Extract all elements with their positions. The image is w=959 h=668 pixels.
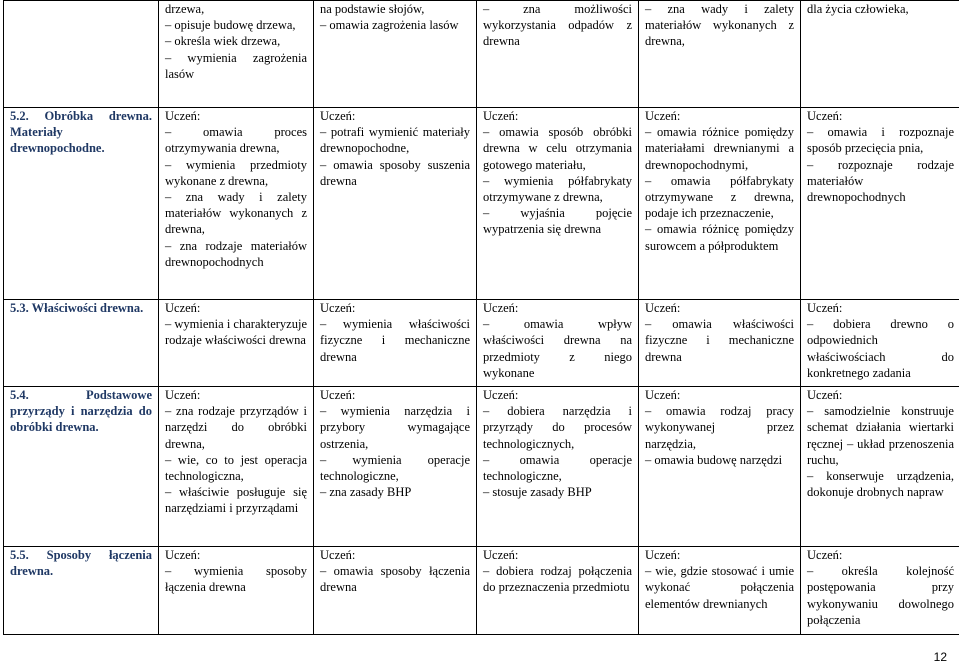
requirement-cell: Uczeń: – omawia różnice pomiędzy materiałami drewnianymi a drewnopochodnymi, – omawia półfabrykaty otrzymywane z drewna, podaje ich przeznaczenie, – omawia różnicę pomiędzy surowcem a półproduktem bbox=[639, 108, 801, 300]
requirement-cell: Uczeń: – omawia proces otrzymywania drewna, – wymienia przedmioty wykonane z drewna, – zna wady i zalety materiałów wykonanych z drewna, – zna rodzaje materiałów drewnopochodnych bbox=[159, 108, 314, 300]
requirement-cell: Uczeń: – omawia i rozpoznaje sposób przecięcia pnia, – rozpoznaje rodzaje materiałów drewnopochodnych bbox=[801, 108, 959, 300]
table-row bbox=[4, 108, 959, 300]
requirement-cell: Uczeń: – omawia sposób obróbki drewna w celu otrzymania gotowego materiału, – wymienia półfabrykaty otrzymywane z drewna, – wyjaśnia pojęcie wypatrzenia się drewna bbox=[477, 108, 639, 300]
topic-cell: 5.3. Właściwości drewna. bbox=[4, 300, 159, 387]
requirement-cell: Uczeń: – potrafi wymienić materiały drewnopochodne, – omawia sposoby suszenia drewna bbox=[314, 108, 477, 300]
requirement-cell: Uczeń: – wymienia sposoby łączenia drewna bbox=[159, 547, 314, 635]
requirement-cell: Uczeń: – dobiera rodzaj połączenia do przeznaczenia przedmiotu bbox=[477, 547, 639, 635]
topic-cell: 5.4. Podstawowe przyrządy i narzędzia do obróbki drewna. bbox=[4, 387, 159, 547]
requirement-cell: Uczeń: – zna rodzaje przyrządów i narzędzi do obróbki drewna, – wie, co to jest operacja technologiczna, – właściwie posługuje się narzędziami i przyrządami bbox=[159, 387, 314, 547]
requirement-cell: – zna wady i zalety materiałów wykonanych z drewna, bbox=[639, 1, 801, 108]
requirement-cell: Uczeń: – omawia właściwości fizyczne i mechaniczne drewna bbox=[639, 300, 801, 387]
topic-cell: 5.5. Sposoby łączenia drewna. bbox=[4, 547, 159, 635]
requirement-cell: Uczeń: – samodzielnie konstruuje schemat działania wiertarki ręcznej – układ przenoszenia ruchu, – konserwuje urządzenia, dokonuje drobnych napraw bbox=[801, 387, 959, 547]
requirement-cell: – zna możliwości wykorzystania odpadów z drewna bbox=[477, 1, 639, 108]
page-number: 12 bbox=[933, 650, 947, 664]
requirement-cell: dla życia człowieka, bbox=[801, 1, 959, 108]
requirement-cell: Uczeń: – omawia wpływ właściwości drewna na przedmioty z niego wykonane bbox=[477, 300, 639, 387]
topic-cell: 5.2. Obróbka drewna. Materiały drewnopochodne. bbox=[4, 108, 159, 300]
requirement-cell: Uczeń: – omawia rodzaj pracy wykonywanej przez narzędzia, – omawia budowę narzędzi bbox=[639, 387, 801, 547]
requirement-cell: Uczeń: – wie, gdzie stosować i umie wykonać połączenia elementów drewnianych bbox=[639, 547, 801, 635]
requirement-cell: Uczeń: – wymienia właściwości fizyczne i mechaniczne drewna bbox=[314, 300, 477, 387]
requirement-cell: Uczeń: – określa kolejność postępowania przy wykonywaniu dowolnego połączenia bbox=[801, 547, 959, 635]
topic-cell bbox=[4, 1, 159, 108]
requirement-cell: Uczeń: – dobiera narzędzia i przyrządy do procesów technologicznych, – omawia operacje technologiczne, – stosuje zasady BHP bbox=[477, 387, 639, 547]
table-row bbox=[4, 1, 959, 108]
requirement-cell: drzewa, – opisuje budowę drzewa, – określa wiek drzewa, – wymienia zagrożenia lasów bbox=[159, 1, 314, 108]
requirement-cell: Uczeń: – wymienia narzędzia i przybory wymagające ostrzenia, – wymienia operacje technologiczne, – zna zasady BHP bbox=[314, 387, 477, 547]
table-row bbox=[4, 547, 959, 635]
requirement-cell: Uczeń: – dobiera drewno o odpowiednich właściwościach do konkretnego zadania bbox=[801, 300, 959, 387]
table-row bbox=[4, 387, 959, 547]
table-row bbox=[4, 300, 959, 387]
grading-criteria-table bbox=[3, 0, 959, 635]
requirement-cell: Uczeń: – wymienia i charakteryzuje rodzaje właściwości drewna bbox=[159, 300, 314, 387]
requirement-cell: na podstawie słojów, – omawia zagrożenia lasów bbox=[314, 1, 477, 108]
requirement-cell: Uczeń: – omawia sposoby łączenia drewna bbox=[314, 547, 477, 635]
